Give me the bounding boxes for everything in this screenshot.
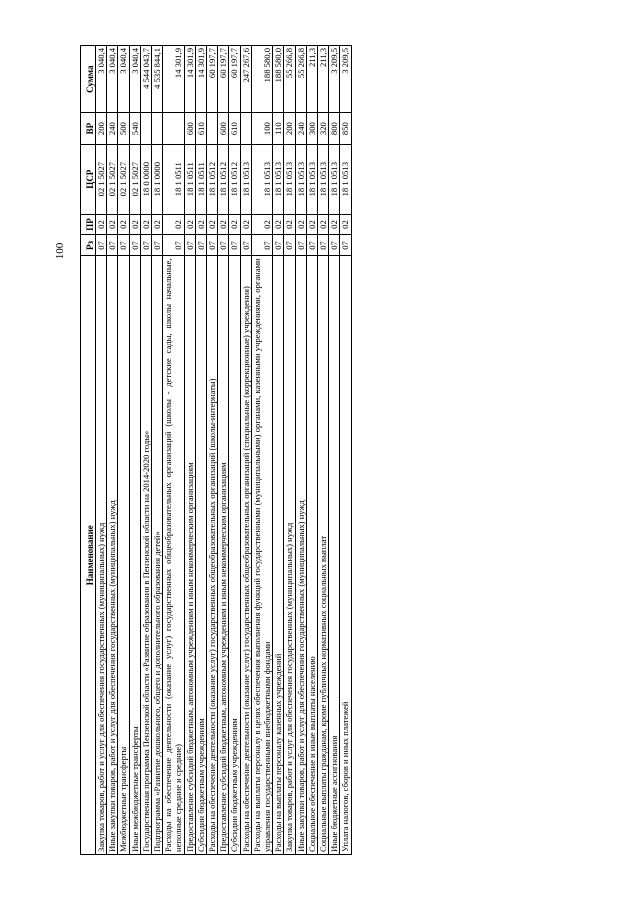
cell-vr: 300 (306, 113, 317, 144)
cell-name: Расходы на обеспечение деятельности (оказание услуг) государственных общеобразовательных организаций (школы - детские сады, школы начальные, неполные средние и средние) (163, 256, 184, 855)
cell-sum: 14 301,9 (195, 46, 206, 113)
table-row (340, 46, 351, 855)
cell-pr: 02 (218, 214, 229, 235)
rotated-table-container (80, 45, 352, 855)
cell-csr: 02 1 5027 (129, 144, 140, 214)
table-row (284, 46, 295, 855)
cell-name: Субсидии бюджетным учреждениям (229, 256, 240, 855)
cell-sum: 3 040,4 (129, 46, 140, 113)
cell-rz: 07 (218, 235, 229, 256)
cell-sum: 55 266,8 (295, 46, 306, 113)
cell-rz: 07 (273, 235, 284, 256)
table-row (184, 46, 195, 855)
cell-rz: 07 (129, 235, 140, 256)
cell-vr: 200 (284, 113, 295, 144)
table-row (229, 46, 240, 855)
table-row (163, 46, 184, 855)
cell-name: Социальное обеспечение и иные выплаты населению (306, 256, 317, 855)
cell-rz: 07 (163, 235, 184, 256)
cell-rz: 07 (295, 235, 306, 256)
cell-name: Предоставление субсидий бюджетным, автономным учреждениям и иным некоммерческим организациям (184, 256, 195, 855)
cell-sum: 188 580,0 (273, 46, 284, 113)
cell-sum: 188 580,0 (251, 46, 272, 113)
cell-pr: 02 (207, 214, 218, 235)
cell-vr: 800 (329, 113, 340, 144)
cell-name: Иные межбюджетные трансферты (129, 256, 140, 855)
cell-csr: 18 1 0513 (240, 144, 251, 214)
cell-csr: 18 0 0000 (140, 144, 151, 214)
header-rz: Рз (81, 235, 96, 256)
cell-csr: 18 1 0512 (207, 144, 218, 214)
cell-sum: 55 266,8 (284, 46, 295, 113)
cell-vr (152, 113, 163, 144)
cell-name: Подпрограмма «Развитие дошкольного, общего и дополнительного образования детей» (152, 256, 163, 855)
cell-sum: 3 209,5 (340, 46, 351, 113)
table-row (295, 46, 306, 855)
cell-csr: 18 1 0000 (152, 144, 163, 214)
cell-sum: 3 209,5 (329, 46, 340, 113)
cell-name: Социальные выплаты гражданам, кроме публичных нормативных социальных выплат (318, 256, 329, 855)
table-row (207, 46, 218, 855)
cell-rz: 07 (284, 235, 295, 256)
cell-sum: 60 197,7 (229, 46, 240, 113)
cell-sum: 3 040,4 (118, 46, 129, 113)
cell-name: Закупка товаров, работ и услуг для обеспечения государственных (муниципальных) нужд (284, 256, 295, 855)
cell-vr: 850 (340, 113, 351, 144)
header-csr: ЦСР (81, 144, 96, 214)
table-header-row (81, 46, 96, 855)
header-name: Наименование (81, 256, 96, 855)
cell-pr: 02 (229, 214, 240, 235)
cell-pr: 02 (318, 214, 329, 235)
cell-csr: 02 1 5027 (96, 144, 107, 214)
cell-csr: 18 1 0513 (251, 144, 272, 214)
header-pr: ПР (81, 214, 96, 235)
cell-sum: 60 197,7 (207, 46, 218, 113)
cell-csr: 18 1 0513 (284, 144, 295, 214)
table-row (152, 46, 163, 855)
cell-sum: 14 301,9 (184, 46, 195, 113)
cell-sum: 4 544 043,7 (140, 46, 151, 113)
cell-pr: 02 (295, 214, 306, 235)
cell-pr: 02 (184, 214, 195, 235)
cell-name: Закупка товаров, работ и услуг для обеспечения государственных (муниципальных) нужд (96, 256, 107, 855)
cell-pr: 02 (273, 214, 284, 235)
cell-pr: 02 (96, 214, 107, 235)
cell-sum: 60 197,7 (218, 46, 229, 113)
cell-name: Расходы на выплаты персоналу казенных учреждений (273, 256, 284, 855)
table-row (251, 46, 272, 855)
cell-rz: 07 (229, 235, 240, 256)
cell-rz: 07 (140, 235, 151, 256)
cell-sum: 14 301,9 (163, 46, 184, 113)
cell-sum: 211,3 (306, 46, 317, 113)
cell-rz: 07 (107, 235, 118, 256)
cell-name: Уплата налогов, сборов и иных платежей (340, 256, 351, 855)
cell-pr: 02 (163, 214, 184, 235)
budget-table (80, 45, 352, 855)
cell-name: Расходы на выплаты персоналу в целях обеспечения выполнения функций государственными (муниципальными) органами, казенными учреждениями, органами управления государственными внебюджетными фондами (251, 256, 272, 855)
cell-csr: 18 1 0513 (306, 144, 317, 214)
cell-csr: 18 1 0513 (273, 144, 284, 214)
cell-rz: 07 (152, 235, 163, 256)
cell-pr: 02 (284, 214, 295, 235)
table-row (107, 46, 118, 855)
cell-name: Расходы на обеспечение деятельности (оказание услуг) государственных общеобразовательных организаций (специальные (коррекционные) учреждения) (240, 256, 251, 855)
cell-pr: 02 (118, 214, 129, 235)
cell-name: Расходы на обеспечение деятельности (оказание услуг) государственных общеобразовательных организаций (школы-интернаты) (207, 256, 218, 855)
cell-rz: 07 (184, 235, 195, 256)
cell-csr: 18 1 0513 (318, 144, 329, 214)
cell-rz: 07 (207, 235, 218, 256)
cell-name: Иные бюджетные ассигнования (329, 256, 340, 855)
cell-rz: 07 (96, 235, 107, 256)
cell-pr: 02 (129, 214, 140, 235)
cell-pr: 02 (240, 214, 251, 235)
cell-pr: 02 (195, 214, 206, 235)
cell-name: Иные закупки товаров, работ и услуг для обеспечения государственных (муниципальных) нужд (107, 256, 118, 855)
cell-vr: 100 (251, 113, 272, 144)
cell-name: Государственная программа Пензенской области «Развитие образования в Пензенской области на 2014-2020 годы» (140, 256, 151, 855)
cell-vr (163, 113, 184, 144)
cell-name: Предоставление субсидий бюджетным, автономным учреждениям и иным некоммерческим организациям (218, 256, 229, 855)
header-vr: ВР (81, 113, 96, 144)
cell-vr: 610 (229, 113, 240, 144)
cell-csr: 18 1 0511 (184, 144, 195, 214)
table-row (218, 46, 229, 855)
cell-sum: 211,3 (318, 46, 329, 113)
cell-name: Иные закупки товаров, работ и услуг для обеспечения государственных (муниципальных) нужд (295, 256, 306, 855)
table-row (129, 46, 140, 855)
cell-vr (140, 113, 151, 144)
cell-vr: 500 (118, 113, 129, 144)
cell-csr: 18 1 0511 (163, 144, 184, 214)
cell-vr: 110 (273, 113, 284, 144)
cell-csr: 18 1 0511 (195, 144, 206, 214)
table-row (240, 46, 251, 855)
cell-rz: 07 (306, 235, 317, 256)
cell-sum: 247 267,6 (240, 46, 251, 113)
cell-rz: 07 (340, 235, 351, 256)
cell-pr: 02 (306, 214, 317, 235)
cell-vr: 610 (195, 113, 206, 144)
cell-sum: 4 535 844,1 (152, 46, 163, 113)
cell-vr: 320 (318, 113, 329, 144)
cell-pr: 02 (251, 214, 272, 235)
table-row (118, 46, 129, 855)
page-number: 100 (54, 242, 66, 260)
cell-pr: 02 (329, 214, 340, 235)
cell-rz: 07 (318, 235, 329, 256)
cell-pr: 02 (140, 214, 151, 235)
cell-sum: 3 040,4 (107, 46, 118, 113)
cell-csr: 02 1 5027 (107, 144, 118, 214)
table-row (195, 46, 206, 855)
table-row (318, 46, 329, 855)
cell-vr (207, 113, 218, 144)
table-row (96, 46, 107, 855)
cell-pr: 02 (340, 214, 351, 235)
table-row (273, 46, 284, 855)
cell-vr: 600 (218, 113, 229, 144)
table-row (306, 46, 317, 855)
header-sum: Сумма (81, 46, 96, 113)
cell-rz: 07 (195, 235, 206, 256)
cell-pr: 02 (152, 214, 163, 235)
cell-rz: 07 (240, 235, 251, 256)
table-row (329, 46, 340, 855)
cell-csr: 18 1 0512 (218, 144, 229, 214)
cell-vr: 200 (96, 113, 107, 144)
cell-pr: 02 (107, 214, 118, 235)
cell-vr: 540 (129, 113, 140, 144)
cell-rz: 07 (329, 235, 340, 256)
cell-name: Межбюджетные трансферты (118, 256, 129, 855)
cell-csr: 18 1 0513 (295, 144, 306, 214)
cell-vr: 240 (107, 113, 118, 144)
cell-vr (240, 113, 251, 144)
cell-rz: 07 (118, 235, 129, 256)
cell-csr: 18 1 0512 (229, 144, 240, 214)
table-row (140, 46, 151, 855)
cell-vr: 600 (184, 113, 195, 144)
cell-sum: 3 040,4 (96, 46, 107, 113)
cell-csr: 18 1 0513 (329, 144, 340, 214)
cell-csr: 02 1 5027 (118, 144, 129, 214)
cell-name: Субсидии бюджетным учреждениям (195, 256, 206, 855)
cell-vr: 240 (295, 113, 306, 144)
cell-csr: 18 1 0513 (340, 144, 351, 214)
cell-rz: 07 (251, 235, 272, 256)
